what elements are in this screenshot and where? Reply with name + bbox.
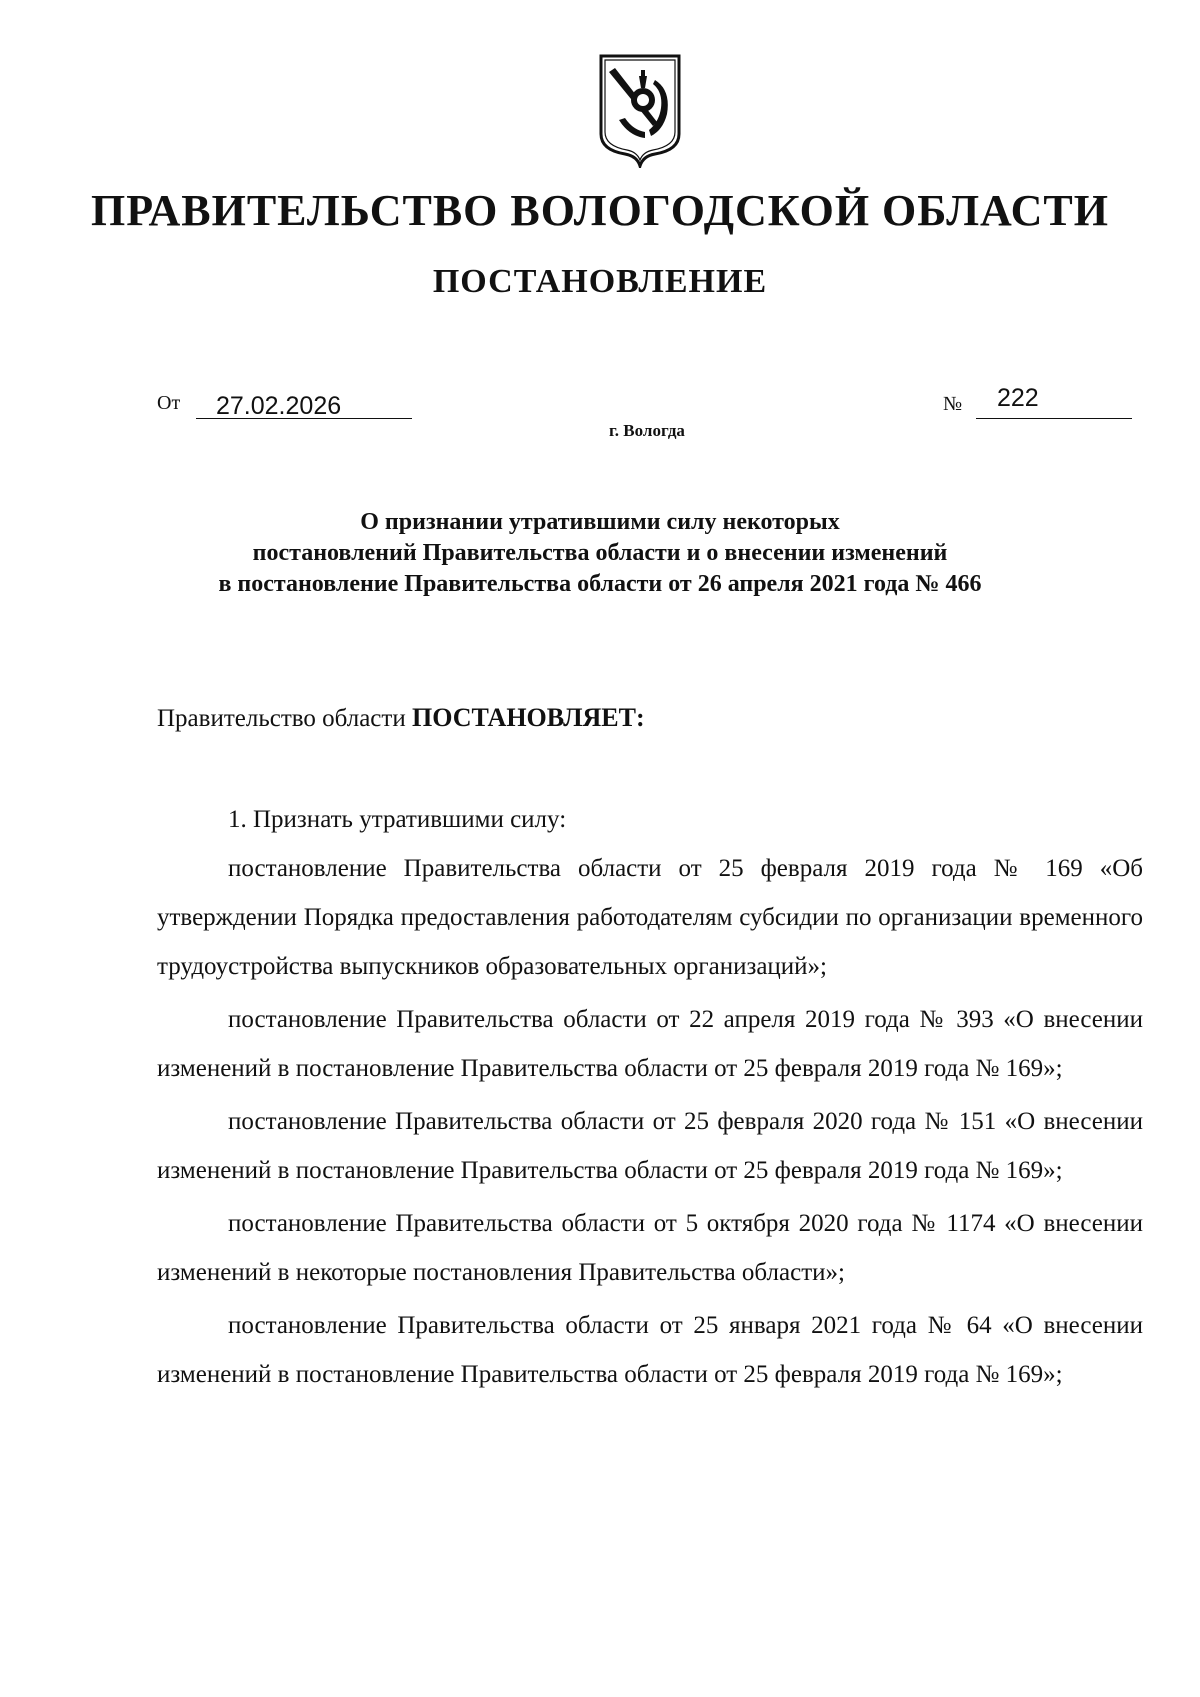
- document-subject: [100, 507, 1100, 600]
- body-paragraph: постановление Правительства области от 5 октября 2020 года № 1174 «О внесении изменений в некоторые постановления Правительства области»;: [157, 1210, 1143, 1286]
- intro-text: Правительство области: [157, 705, 406, 732]
- body-paragraph: постановление Правительства области от 25 января 2021 года № 64 «О внесении изменений в постановление Правительства области от 25 февраля 2019 года № 169»;: [157, 1312, 1143, 1388]
- date-label: От: [157, 392, 181, 414]
- number-label: №: [943, 393, 963, 415]
- document-body: [157, 795, 1143, 1403]
- subject-line: в постановление Правительства области от 26 апреля 2021 года № 466: [218, 571, 982, 597]
- body-paragraph: постановление Правительства области от 25 февраля 2020 года № 151 «О внесении изменений в постановление Правительства области от 25 февраля 2019 года № 169»;: [157, 1108, 1143, 1184]
- intro-keyword: ПОСТАНОВЛЯЕТ:: [411, 703, 645, 732]
- body-paragraph: постановление Правительства области от 22 апреля 2019 года № 393 «О внесении изменений в постановление Правительства области от 25 февраля 2019 года № 169»;: [157, 1006, 1143, 1082]
- intro-paragraph: [157, 703, 645, 733]
- organization-title: ПРАВИТЕЛЬСТВО ВОЛОГОДСКОЙ ОБЛАСТИ: [91, 186, 1109, 235]
- document-number: 222: [997, 384, 1039, 412]
- subject-line: О признании утратившими силу некоторых: [360, 509, 840, 535]
- coat-of-arms-icon: [595, 50, 685, 168]
- item-title: 1. Признать утратившими силу:: [228, 806, 567, 833]
- subject-line: постановлений Правительства области и о внесении изменений: [252, 540, 948, 566]
- body-paragraph: постановление Правительства области от 25 февраля 2019 года № 169 «Об утверждении Порядка предоставления работодателям субсидии по организации временного трудоустройства выпускников образовательных организаций»;: [157, 855, 1143, 980]
- document-date: 27.02.2026: [216, 392, 342, 420]
- document-type: ПОСТАНОВЛЕНИЕ: [432, 263, 768, 300]
- city: г. Вологда: [609, 421, 685, 440]
